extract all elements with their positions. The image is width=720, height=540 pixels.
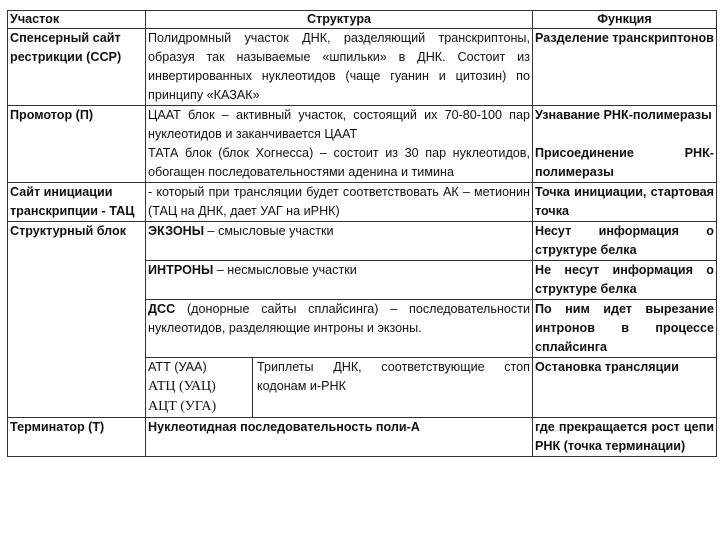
function-tac: Точка инициации, стартовая точка [533,183,717,222]
function-stop: Остановка трансляции [533,358,717,418]
codon-atc: АТЦ (УАЦ) [148,379,216,394]
table-row [8,261,717,300]
exons-text: – смысловые участки [204,224,334,238]
function-introns: Не несут информация о структуре белка [533,261,717,300]
table-row [8,29,717,106]
table-row [8,183,717,222]
function-exons: Несут информация о структуре белка [533,222,717,261]
introns-term: ИНТРОНЫ [148,263,214,277]
codon-act: АЦТ (УГА) [148,399,217,414]
dss-term: ДСС [148,302,176,316]
structure-dss [146,300,533,358]
structure-exons [146,222,533,261]
introns-text: – несмысловые участки [213,263,357,277]
structure-terminator: Нуклеотидная последовательность поли-А [146,418,533,457]
function-ssr: Разделение транскриптонов [533,29,717,106]
header-site: Участок [8,11,146,29]
stop-codon-block [146,358,532,417]
function-dss: По ним идет вырезание интронов в процессе сплайсинга [533,300,717,358]
codon-list [146,358,252,417]
header-structure: Структура [146,11,533,29]
structure-caat: ЦААТ блок – активный участок, состоящий их 70-80-100 пар нуклеотидов и заканчивается ЦААТ [146,106,533,145]
dss-text: (донорные сайты сплайсинга) – последовательности нуклеотидов, разделяющие интроны и экзоны. [148,302,530,335]
table-row [8,144,717,183]
site-terminator: Терминатор (Т) [8,418,146,457]
site-tac: Сайт инициации транскрипции - ТАЦ [8,183,146,222]
table-row [8,300,717,358]
function-tata: Присоединение РНК-полимеразы [533,144,717,183]
site-promoter: Промотор (П) [8,106,146,145]
site-structural: Структурный блок [8,222,146,261]
site-structural-cont [8,300,146,358]
structure-stop [146,358,533,418]
structure-tac: - который при трансляции будет соответствовать АК – метионин (ТАЦ на ДНК, дает УАГ на иРНК) [146,183,533,222]
function-caat: Узнавание РНК-полимеразы [533,106,717,145]
site-ssr: Спенсерный сайт рестрикции (ССР) [8,29,146,106]
site-structural-cont [8,358,146,418]
structure-tata: ТАТА блок (блок Хогнесса) – состоит из 30 пар нуклеотидов, обогащен последовательностями аденина и тимина [146,144,533,183]
site-promoter-cont [8,144,146,183]
site-structural-cont [8,261,146,300]
table-row [8,358,717,418]
structure-introns [146,261,533,300]
header-function: Функция [533,11,717,29]
table-row [8,222,717,261]
table-row [8,418,717,457]
codon-att: АТТ (УАА) [148,360,207,374]
structure-ssr: Полидромный участок ДНК, разделяющий транскриптоны, образуя так называемые «шпильки» в ДНК. Состоит из инвертированных нуклеотидов (чаще гуанин и цитозин) по принципу «КАЗАК» [146,29,533,106]
function-terminator: где прекращается рост цепи РНК (точка терминации) [533,418,717,457]
biology-table [7,10,717,457]
header-row [8,11,717,29]
stop-description: Триплеты ДНК, соответствующие стоп кодонам и-РНК [252,358,532,417]
exons-term: ЭКЗОНЫ [148,224,205,238]
table-row [8,106,717,145]
